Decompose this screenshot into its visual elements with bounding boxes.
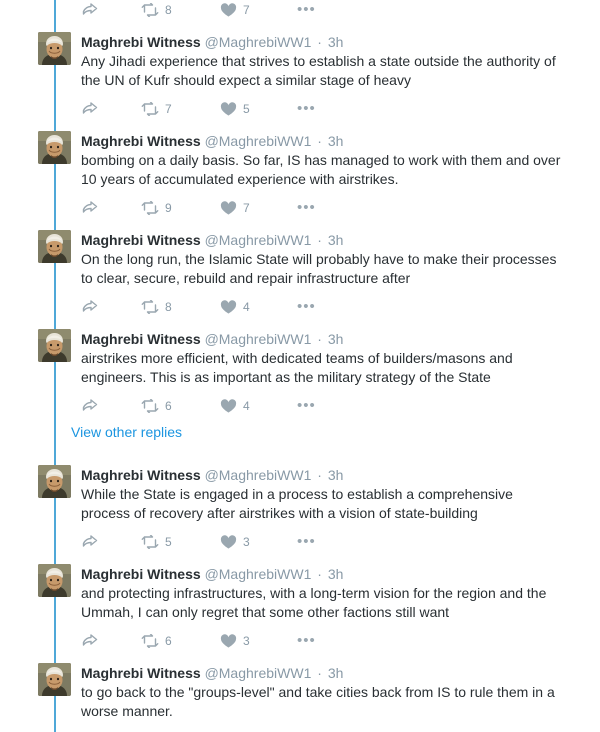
like-button[interactable] xyxy=(219,632,297,650)
more-icon: ••• xyxy=(297,199,316,216)
reply-icon xyxy=(81,100,99,118)
more-button[interactable] xyxy=(297,533,337,550)
avatar[interactable] xyxy=(38,329,71,362)
reply-button[interactable] xyxy=(81,100,141,118)
like-button[interactable] xyxy=(219,533,297,551)
like-button[interactable] xyxy=(219,199,297,217)
like-button[interactable] xyxy=(219,1,297,19)
reply-icon xyxy=(81,298,99,316)
tweet-actions xyxy=(81,297,590,317)
more-button[interactable] xyxy=(297,397,337,414)
display-name[interactable]: Maghrebi Witness xyxy=(81,34,201,50)
separator: · xyxy=(317,665,322,681)
heart-icon xyxy=(219,397,237,415)
user-handle[interactable]: @MaghrebiWW1 xyxy=(204,232,312,248)
retweet-count: 9 xyxy=(165,201,172,215)
reply-icon xyxy=(81,1,99,19)
more-button[interactable] xyxy=(297,1,337,18)
avatar[interactable] xyxy=(38,131,71,164)
heart-icon xyxy=(219,632,237,650)
reply-icon xyxy=(81,533,99,551)
tweet-actions xyxy=(81,532,590,552)
display-name[interactable]: Maghrebi Witness xyxy=(81,467,201,483)
display-name[interactable]: Maghrebi Witness xyxy=(81,331,201,347)
retweet-icon xyxy=(141,397,159,415)
thread-connector xyxy=(54,696,56,732)
display-name[interactable]: Maghrebi Witness xyxy=(81,232,201,248)
tweet-text: bombing on a daily basis. So far, IS has managed to work with them and over 10 years of accumulated experience with airstrikes. xyxy=(81,152,561,187)
retweet-count: 5 xyxy=(165,535,172,549)
retweet-icon xyxy=(141,199,159,217)
retweet-button[interactable] xyxy=(141,397,219,415)
tweet-actions xyxy=(10,0,590,20)
tweet-partial-top xyxy=(0,0,600,20)
thread-connector xyxy=(54,597,56,663)
like-count: 3 xyxy=(243,634,250,648)
more-icon: ••• xyxy=(297,100,316,117)
reply-icon xyxy=(81,397,99,415)
thread-connector xyxy=(54,498,56,564)
reply-button[interactable] xyxy=(81,533,141,551)
retweet-count: 8 xyxy=(165,3,172,17)
user-handle[interactable]: @MaghrebiWW1 xyxy=(204,665,312,681)
separator: · xyxy=(317,566,322,582)
tweet-text: While the State is engaged in a process to establish a comprehensive process of recovery after airstrikes with a vision of state-building xyxy=(81,486,513,521)
retweet-count: 7 xyxy=(165,102,172,116)
thread-connector xyxy=(54,0,56,32)
retweet-button[interactable] xyxy=(141,100,219,118)
like-button[interactable] xyxy=(219,298,297,316)
timestamp[interactable]: 3h xyxy=(327,34,344,50)
timestamp[interactable]: 3h xyxy=(327,331,344,347)
tweet-header xyxy=(81,565,590,583)
heart-icon xyxy=(219,1,237,19)
like-count: 3 xyxy=(243,535,250,549)
separator: · xyxy=(317,133,322,149)
heart-icon xyxy=(219,533,237,551)
retweet-icon xyxy=(141,100,159,118)
more-button[interactable] xyxy=(297,298,337,315)
avatar[interactable] xyxy=(38,465,71,498)
retweet-count: 6 xyxy=(165,399,172,413)
tweet-4[interactable] xyxy=(0,321,600,420)
tweet-text: airstrikes more efficient, with dedicated teams of builders/masons and engineers. This is as important as the military strategy of the State xyxy=(81,350,513,385)
display-name[interactable]: Maghrebi Witness xyxy=(81,566,201,582)
separator: · xyxy=(317,331,322,347)
more-button[interactable] xyxy=(297,199,337,216)
user-handle[interactable]: @MaghrebiWW1 xyxy=(204,133,312,149)
timestamp[interactable]: 3h xyxy=(327,566,344,582)
reply-button[interactable] xyxy=(81,199,141,217)
thread-connector xyxy=(54,362,56,465)
more-icon: ••• xyxy=(297,1,316,18)
more-icon: ••• xyxy=(297,632,316,649)
tweet-header xyxy=(81,132,590,150)
thread-connector xyxy=(54,65,56,131)
tweet-5[interactable] xyxy=(0,457,600,556)
avatar[interactable] xyxy=(38,32,71,65)
retweet-icon xyxy=(141,533,159,551)
avatar[interactable] xyxy=(38,564,71,597)
thread-connector xyxy=(54,164,56,230)
avatar[interactable] xyxy=(38,663,71,696)
thread-gap xyxy=(0,450,600,457)
user-handle[interactable]: @MaghrebiWW1 xyxy=(204,331,312,347)
timestamp[interactable]: 3h xyxy=(327,133,344,149)
display-name[interactable]: Maghrebi Witness xyxy=(81,665,201,681)
avatar[interactable] xyxy=(38,230,71,263)
more-button[interactable] xyxy=(297,632,337,649)
tweet-header xyxy=(81,664,590,682)
tweet-header xyxy=(81,231,590,249)
reply-button[interactable] xyxy=(81,632,141,650)
retweet-button[interactable] xyxy=(141,199,219,217)
more-icon: ••• xyxy=(297,533,316,550)
timestamp[interactable]: 3h xyxy=(327,467,344,483)
tweet-actions xyxy=(81,631,590,651)
view-other-replies-link[interactable]: View other replies xyxy=(71,424,183,440)
timestamp[interactable]: 3h xyxy=(327,232,344,248)
more-icon: ••• xyxy=(297,298,316,315)
like-button[interactable] xyxy=(219,397,297,415)
more-button[interactable] xyxy=(297,100,337,117)
tweet-header xyxy=(81,33,590,51)
like-count: 5 xyxy=(243,102,250,116)
like-count: 4 xyxy=(243,300,250,314)
tweet-actions xyxy=(81,396,590,416)
display-name[interactable]: Maghrebi Witness xyxy=(81,133,201,149)
reply-button[interactable] xyxy=(81,397,141,415)
more-icon: ••• xyxy=(297,397,316,414)
user-handle[interactable]: @MaghrebiWW1 xyxy=(204,467,312,483)
reply-icon xyxy=(81,199,99,217)
tweet-text: to go back to the "groups-level" and take cities back from IS to rule them in a worse manner. xyxy=(81,684,555,719)
tweet-text: and protecting infrastructures, with a long-term vision for the region and the Ummah, I can only regret that some other factions still want xyxy=(81,585,547,620)
tweet-6[interactable] xyxy=(0,556,600,655)
like-count: 4 xyxy=(243,399,250,413)
retweet-count: 8 xyxy=(165,300,172,314)
retweet-icon xyxy=(141,1,159,19)
tweet-header xyxy=(81,330,590,348)
tweet-list xyxy=(0,24,600,721)
separator: · xyxy=(317,467,322,483)
retweet-count: 6 xyxy=(165,634,172,648)
reply-button[interactable] xyxy=(81,1,141,19)
heart-icon xyxy=(219,100,237,118)
separator: · xyxy=(317,34,322,50)
like-button[interactable] xyxy=(219,100,297,118)
thread-connector xyxy=(54,263,56,329)
like-count: 7 xyxy=(243,3,250,17)
timestamp[interactable]: 3h xyxy=(327,665,344,681)
user-handle[interactable]: @MaghrebiWW1 xyxy=(204,34,312,50)
heart-icon xyxy=(219,199,237,217)
retweet-button[interactable] xyxy=(141,533,219,551)
reply-icon xyxy=(81,632,99,650)
tweet-3[interactable] xyxy=(0,222,600,321)
retweet-icon xyxy=(141,298,159,316)
tweet-2[interactable] xyxy=(0,123,600,222)
retweet-button[interactable] xyxy=(141,632,219,650)
tweet-text: On the long run, the Islamic State will probably have to make their processes to clear, secure, rebuild and repair infrastructure after xyxy=(81,251,557,286)
like-count: 7 xyxy=(243,201,250,215)
tweet-7[interactable] xyxy=(0,655,600,721)
heart-icon xyxy=(219,298,237,316)
retweet-button[interactable] xyxy=(141,298,219,316)
tweet-1[interactable] xyxy=(0,24,600,123)
tweet-actions xyxy=(81,198,590,218)
tweet-header xyxy=(81,466,590,484)
retweet-button[interactable] xyxy=(141,1,219,19)
tweet-actions xyxy=(81,99,590,119)
retweet-icon xyxy=(141,632,159,650)
tweet-text: Any Jihadi experience that strives to establish a state outside the authority of the UN of Kufr should expect a similar stage of heavy xyxy=(81,53,556,88)
reply-button[interactable] xyxy=(81,298,141,316)
user-handle[interactable]: @MaghrebiWW1 xyxy=(204,566,312,582)
separator: · xyxy=(317,232,322,248)
